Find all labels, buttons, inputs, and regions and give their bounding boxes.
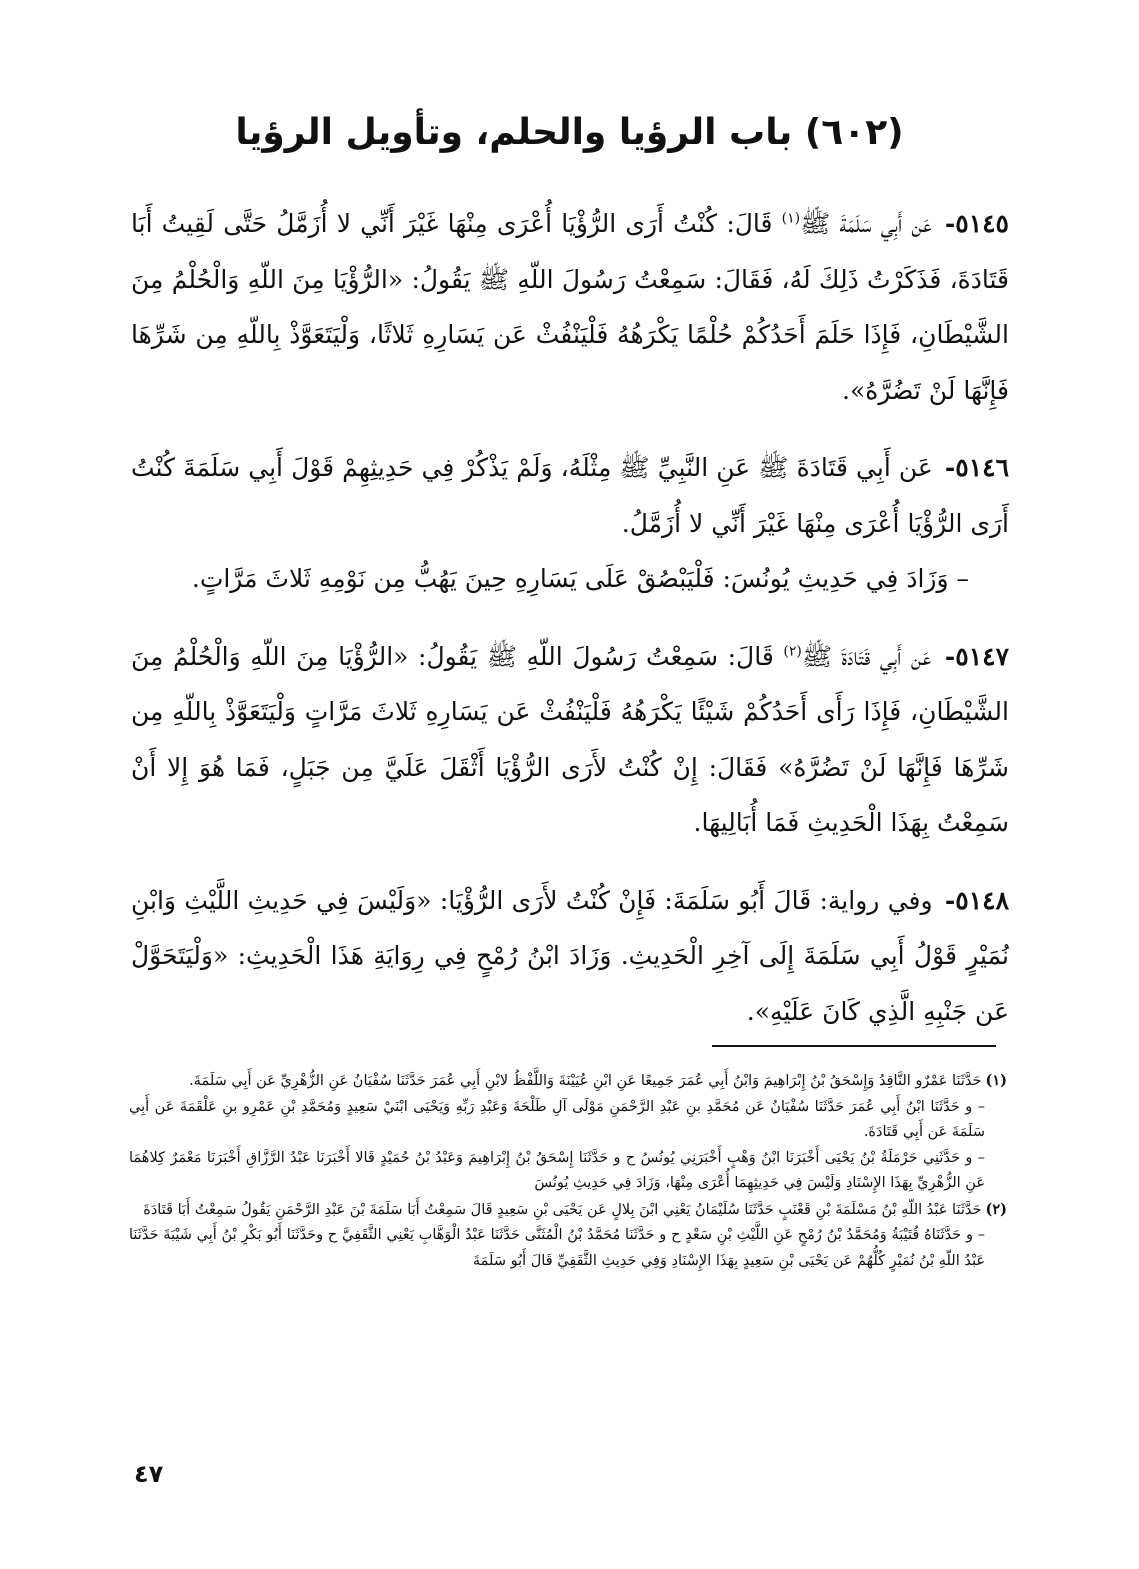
footnote-1-sub-a	[129, 1095, 1007, 1146]
footnote-mark: (٢)	[985, 1200, 1007, 1218]
hadith-text: وفي رواية: قَالَ أَبُو سَلَمَةَ: فَإِنْ كُنْتُ لأَرَى الرُّؤْيَا: «وَلَيْسَ فِي حَدِيثِ اللَّيْثِ وَابْنِ نُمَيْرٍ قَوْلُ أَبِي سَلَمَةَ إِلَى آخِرِ الْحَدِيثِ. وَزَادَ ابْنُ رُمْحٍ فِي رِوَايَةِ هَذَا الْحَدِيثِ: «وَلْيَتَحَوَّلْ عَن جَنْبِهِ الَّذِي كَانَ عَلَيْهِ».	[131, 885, 1009, 1026]
hadith-5148	[131, 873, 1009, 1040]
footnote-1	[129, 1068, 1007, 1095]
hadith-text: عَن أَبِي قَتَادَةَ ﷺ عَنِ النَّبِيِّ ﷺ مِثْلَهُ، وَلَمْ يَذْكُرْ فِي حَدِيثِهِمْ قَوْلَ أَبِي سَلَمَةَ كُنْتُ أَرَى الرُّؤْيَا أُعْرَى مِنْهَا غَيْرَ أَنِّي لا أُزَمَّلُ.	[131, 453, 1009, 538]
hadith-5147	[131, 629, 1009, 851]
hadith-number: ٥١٤٧-	[944, 641, 1009, 671]
footnote-divider	[712, 1045, 996, 1047]
hadith-text-block	[131, 196, 1009, 1039]
hadith-text: – وَزَادَ فِي حَدِيثِ يُونُسَ: فَلْيَبْصُقْ عَلَى يَسَارِهِ حِينَ يَهُبُّ مِن نَوْمِهِ ثَلاثَ مَرَّاتٍ.	[191, 564, 969, 593]
hadith-text: عَن أَبِي قَتَادَةَ ﷺ	[801, 641, 932, 671]
hadith-5146	[131, 440, 1009, 551]
hadith-number: ٥١٤٦-	[944, 453, 1009, 482]
footnote-text: حَدَّثَنَا عَمْرٌو النَّاقِدُ وَإِسْحَقُ بْنُ إِبْرَاهِيمَ وَابْنُ أَبِي عُمَرَ جَمِيعًا عَنِ ابْنِ عُيَيْنَةَ وَاللَّفْظُ لابْنِ أَبِي عُمَرَ حَدَّثَنَا سُفْيَانُ عَنِ الزُّهْرِيِّ عَن أَبِي سَلَمَةَ.	[189, 1073, 982, 1089]
page-number: ٤٧	[134, 1460, 164, 1488]
footnote-2	[129, 1197, 1007, 1224]
footnote-2-sub-a	[129, 1223, 1007, 1274]
footnote-text: حَدَّثَنَا عَبْدُ اللّهِ بْنُ مَسْلَمَةَ بْنِ قَعْنَبٍ حَدَّثَنَا سُلَيْمَانُ يَعْنِي ابْنَ بِلالٍ عَن يَحْيَى بْنِ سَعِيدٍ قَالَ سَمِعْتُ أَبَا سَلَمَةَ بْنَ عَبْدِ الرَّحْمَنِ يَقُولُ سَمِعْتُ أَبَا قَتَادَةَ	[143, 1201, 982, 1218]
hadith-5145	[131, 196, 1009, 418]
hadith-text: قَالَ: كُنْتُ أَرَى الرُّؤْيَا أُعْرَى مِنْهَا غَيْرَ أَنِّي لا أُزَمَّلُ حَتَّى لَقِيتُ أَبَا قَتَادَةَ، فَذَكَرْتُ ذَلِكَ لَهُ، فَقَالَ: سَمِعْتُ رَسُولَ اللّهِ ﷺ يَقُولُ: «الرُّؤْيَا مِنَ اللّهِ وَالْحُلْمُ مِنَ الشَّيْطَانِ، فَإِذَا حَلَمَ أَحَدُكُمْ حُلْمًا يَكْرَهُهُ فَلْيَنْفُثْ عَن يَسَارِهِ ثَلاثًا، وَلْيَتَعَوَّذْ بِاللّهِ مِن شَرِّهَا فَإِنَّهَا لَنْ تَضُرَّهُ».	[131, 209, 1009, 405]
footnote-text: – و حَدَّثَنَا ابْنُ أَبِي عُمَرَ حَدَّثَنَا سُفْيَانُ عَن مُحَمَّدِ بنِ عَبْدِ الرَّحْمَنِ مَوْلَى آلِ طَلْحَةَ وَعَبْدِ رَبِّهِ وَيَحْيَى ابْنَيْ سَعِيدٍ وَمُحَمَّدِ بْنِ عَمْرِو بنِ عَلْقَمَةَ عَن أَبِي سَلَمَةَ عَن أَبِي قَتَادَةَ.	[129, 1098, 985, 1140]
hadith-text: قَالَ: سَمِعْتُ رَسُولَ اللّهِ ﷺ يَقُولُ: «الرُّؤْيَا مِنَ اللّهِ وَالْحُلْمُ مِنَ الشَّيْطَانِ، فَإِذَا رَأَى أَحَدُكُمْ شَيْئًا يَكْرَهُهُ فَلْيَنْفُثْ عَن يَسَارِهِ ثَلاثَ مَرَّاتٍ وَلْيَتَعَوَّذْ بِاللّهِ مِن شَرِّهَا فَإِنَّهَا لَنْ تَضُرَّهُ» فَقَالَ: إِنْ كُنْتُ لأَرَى الرُّؤْيَا أَثْقَلَ عَلَيَّ مِن جَبَلٍ، فَمَا هُوَ إِلا أَنْ سَمِعْتُ بِهَذَا الْحَدِيثِ فَمَا أُبَالِيهَا.	[131, 641, 1009, 837]
hadith-number: ٥١٤٥-	[944, 209, 1009, 238]
hadith-text: عَن أَبِي سَلَمَةَ ﷺ	[800, 209, 932, 238]
footnote-1-sub-b	[129, 1146, 1007, 1197]
footnotes	[129, 1068, 1007, 1274]
footnote-text: – و حَدَّثَنِي حَرْمَلَةُ بْنُ يَحْيَى أَخْبَرَنَا ابْنُ وَهْبٍ أَخْبَرَنِي يُونُسُ ح و حَدَّثَنَا إِسْحَقُ بْنُ إِبْرَاهِيمَ وَعَبْدُ بْنُ حُمَيْدٍ قَالا أَخْبَرَنَا عَبْدُ الرَّزَّاقِ أَخْبَرَنَا مَعْمَرٌ كِلاهُمَا عَنِ الزُّهْرِيِّ بِهَذَا الإِسْنَادِ وَلَيْسَ فِي حَدِيثِهِمَا أُعْرَى مِنْهَا، وَزَادَ فِي حَدِيثِ يُونُسَ	[129, 1149, 985, 1191]
footnote-text: – و حَدَّثَنَاهُ قُتَيْبَةُ وَمُحَمَّدُ بْنُ رُمْحٍ عَنِ اللَّيْثِ بْنِ سَعْدٍ ح و حَدَّثَنَا مُحَمَّدُ بْنُ الْمُثَنَّى حَدَّثَنَا عَبْدُ الْوَهَّابِ يَعْنِي الثَّقَفِيَّ ح وحَدَّثَنَا أَبُو بَكْرِ بْنُ أَبِي شَيْبَةَ حَدَّثَنَا عَبْدُ اللّهِ بْنُ نُمَيْرٍ كُلُّهُمْ عَن يَحْيَى بْنِ سَعِيدٍ بِهَذَا الإِسْنَادِ وَفِي حَدِيثِ الثَّقَفِيِّ قَالَ أَبُو سَلَمَةَ	[129, 1227, 985, 1269]
footnote-ref[interactable]: (٢)	[783, 643, 802, 660]
footnote-ref[interactable]: (١)	[781, 210, 801, 227]
hadith-addition	[131, 551, 1009, 607]
hadith-number: ٥١٤٨-	[944, 885, 1010, 915]
footnote-mark: (١)	[985, 1072, 1007, 1089]
chapter-title: (٦٠٢) باب الرؤيا والحلم، وتأويل الرؤيا	[235, 112, 904, 153]
